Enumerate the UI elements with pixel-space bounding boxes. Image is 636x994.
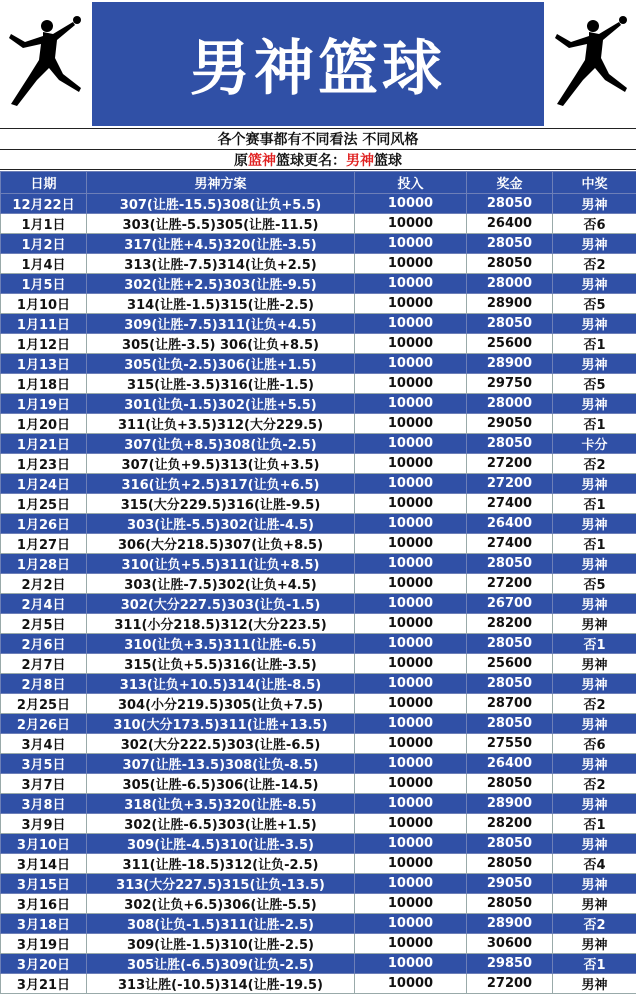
cell-prize: 28050 — [467, 894, 553, 914]
cell-prize: 29050 — [467, 874, 553, 894]
cell-result: 否2 — [553, 694, 636, 714]
cell-prize: 28000 — [467, 274, 553, 294]
results-table — [0, 171, 636, 994]
cell-date: 2月6日 — [1, 634, 87, 654]
table-row — [1, 494, 636, 514]
cell-plan: 302(让胜-6.5)303(让胜+1.5) — [87, 814, 355, 834]
cell-prize: 29750 — [467, 374, 553, 394]
cell-date: 3月19日 — [1, 934, 87, 954]
cell-result: 否1 — [553, 414, 636, 434]
cell-result: 男神 — [553, 974, 636, 994]
cell-prize: 27200 — [467, 974, 553, 994]
cell-stake: 10000 — [355, 954, 467, 974]
cell-stake: 10000 — [355, 394, 467, 414]
cell-prize: 28900 — [467, 794, 553, 814]
table-row — [1, 634, 636, 654]
cell-prize: 27400 — [467, 534, 553, 554]
cell-result: 男神 — [553, 314, 636, 334]
cell-result: 否1 — [553, 814, 636, 834]
cell-stake: 10000 — [355, 894, 467, 914]
cell-prize: 27200 — [467, 574, 553, 594]
table-header-row — [1, 172, 636, 194]
cell-stake: 10000 — [355, 274, 467, 294]
cell-stake: 10000 — [355, 334, 467, 354]
table-row — [1, 654, 636, 674]
cell-stake: 10000 — [355, 774, 467, 794]
table-row — [1, 274, 636, 294]
cell-stake: 10000 — [355, 874, 467, 894]
table-row — [1, 974, 636, 994]
header-prize: 奖金 — [467, 172, 553, 194]
cell-stake: 10000 — [355, 434, 467, 454]
cell-stake: 10000 — [355, 254, 467, 274]
cell-plan: 318(让负+3.5)320(让胜-8.5) — [87, 794, 355, 814]
cell-date: 2月4日 — [1, 594, 87, 614]
cell-result: 否6 — [553, 734, 636, 754]
cell-result: 男神 — [553, 714, 636, 734]
cell-plan: 302(让胜+2.5)303(让胜-9.5) — [87, 274, 355, 294]
cell-stake: 10000 — [355, 234, 467, 254]
table-row — [1, 294, 636, 314]
table-row — [1, 234, 636, 254]
cell-plan: 310(让负+5.5)311(让负+8.5) — [87, 554, 355, 574]
cell-stake: 10000 — [355, 574, 467, 594]
cell-stake: 10000 — [355, 934, 467, 954]
cell-prize: 30600 — [467, 934, 553, 954]
cell-prize: 26400 — [467, 514, 553, 534]
cell-prize: 26400 — [467, 214, 553, 234]
cell-result: 男神 — [553, 474, 636, 494]
cell-date: 1月1日 — [1, 214, 87, 234]
cell-plan: 303(让胜-7.5)302(让负+4.5) — [87, 574, 355, 594]
cell-stake: 10000 — [355, 614, 467, 634]
cell-result: 否2 — [553, 254, 636, 274]
cell-prize: 28050 — [467, 194, 553, 214]
cell-result: 否2 — [553, 454, 636, 474]
cell-date: 1月20日 — [1, 414, 87, 434]
cell-stake: 10000 — [355, 754, 467, 774]
cell-stake: 10000 — [355, 634, 467, 654]
table-row — [1, 874, 636, 894]
table-row — [1, 514, 636, 534]
cell-stake: 10000 — [355, 814, 467, 834]
table-row — [1, 354, 636, 374]
cell-plan: 313(让胜-7.5)314(让负+2.5) — [87, 254, 355, 274]
table-row — [1, 734, 636, 754]
cell-plan: 313让胜(-10.5)314(让胜-19.5) — [87, 974, 355, 994]
cell-prize: 29050 — [467, 414, 553, 434]
cell-result: 男神 — [553, 874, 636, 894]
rename-prefix: 原 — [234, 152, 248, 169]
cell-stake: 10000 — [355, 974, 467, 994]
cell-date: 3月9日 — [1, 814, 87, 834]
cell-prize: 28900 — [467, 914, 553, 934]
cell-plan: 309(让胜-7.5)311(让负+4.5) — [87, 314, 355, 334]
table-row — [1, 374, 636, 394]
table-row — [1, 834, 636, 854]
cell-plan: 307(让负+9.5)313(让负+3.5) — [87, 454, 355, 474]
table-row — [1, 794, 636, 814]
cell-stake: 10000 — [355, 214, 467, 234]
cell-date: 3月15日 — [1, 874, 87, 894]
cell-stake: 10000 — [355, 194, 467, 214]
table-row — [1, 854, 636, 874]
cell-prize: 28050 — [467, 714, 553, 734]
cell-prize: 27550 — [467, 734, 553, 754]
cell-prize: 28050 — [467, 674, 553, 694]
cell-stake: 10000 — [355, 414, 467, 434]
cell-plan: 315(让负+5.5)316(让胜-3.5) — [87, 654, 355, 674]
cell-result: 否6 — [553, 214, 636, 234]
cell-prize: 28050 — [467, 634, 553, 654]
cell-result: 男神 — [553, 794, 636, 814]
cell-date: 2月8日 — [1, 674, 87, 694]
rename-suffix: 篮球 — [374, 152, 402, 169]
cell-plan: 314(让胜-1.5)315(让胜-2.5) — [87, 294, 355, 314]
cell-date: 3月7日 — [1, 774, 87, 794]
rename-notice — [0, 149, 636, 170]
cell-plan: 311(让胜-18.5)312(让负-2.5) — [87, 854, 355, 874]
table-row — [1, 754, 636, 774]
cell-plan: 301(让负-1.5)302(让胜+5.5) — [87, 394, 355, 414]
cell-prize: 28200 — [467, 614, 553, 634]
title-banner — [92, 2, 544, 126]
cell-result: 男神 — [553, 894, 636, 914]
cell-stake: 10000 — [355, 674, 467, 694]
cell-date: 3月5日 — [1, 754, 87, 774]
header-date: 日期 — [1, 172, 87, 194]
cell-date: 1月2日 — [1, 234, 87, 254]
cell-plan: 307(让负+8.5)308(让负-2.5) — [87, 434, 355, 454]
cell-date: 3月21日 — [1, 974, 87, 994]
jumpman-logo-icon — [546, 2, 636, 126]
subtitle-line: 各个赛事都有不同看法 不同风格 — [0, 128, 636, 149]
cell-date: 12月22日 — [1, 194, 87, 214]
table-row — [1, 914, 636, 934]
old-name: 篮神 — [248, 152, 276, 169]
table-row — [1, 454, 636, 474]
cell-plan: 304(小分219.5)305(让负+7.5) — [87, 694, 355, 714]
cell-stake: 10000 — [355, 474, 467, 494]
cell-stake: 10000 — [355, 834, 467, 854]
cell-plan: 306(大分218.5)307(让负+8.5) — [87, 534, 355, 554]
cell-stake: 10000 — [355, 914, 467, 934]
cell-stake: 10000 — [355, 714, 467, 734]
cell-stake: 10000 — [355, 374, 467, 394]
cell-result: 男神 — [553, 934, 636, 954]
cell-prize: 26400 — [467, 754, 553, 774]
cell-stake: 10000 — [355, 854, 467, 874]
cell-date: 1月12日 — [1, 334, 87, 354]
cell-date: 1月25日 — [1, 494, 87, 514]
cell-plan: 313(大分227.5)315(让负-13.5) — [87, 874, 355, 894]
cell-result: 否1 — [553, 534, 636, 554]
table-body — [1, 194, 636, 994]
cell-date: 2月25日 — [1, 694, 87, 714]
cell-prize: 28050 — [467, 314, 553, 334]
cell-date: 1月24日 — [1, 474, 87, 494]
rename-middle: 篮球更名： — [276, 152, 346, 169]
cell-date: 1月13日 — [1, 354, 87, 374]
cell-date: 3月10日 — [1, 834, 87, 854]
cell-result: 男神 — [553, 274, 636, 294]
cell-prize: 28700 — [467, 694, 553, 714]
cell-result: 卡分 — [553, 434, 636, 454]
cell-result: 男神 — [553, 354, 636, 374]
cell-result: 男神 — [553, 674, 636, 694]
cell-prize: 25600 — [467, 334, 553, 354]
header-stake: 投入 — [355, 172, 467, 194]
cell-plan: 305(让负-2.5)306(让胜+1.5) — [87, 354, 355, 374]
table-row — [1, 394, 636, 414]
cell-date: 2月5日 — [1, 614, 87, 634]
cell-prize: 28900 — [467, 294, 553, 314]
cell-stake: 10000 — [355, 694, 467, 714]
cell-result: 否5 — [553, 574, 636, 594]
table-row — [1, 574, 636, 594]
cell-plan: 305(让胜-3.5) 306(让负+8.5) — [87, 334, 355, 354]
cell-result: 否2 — [553, 774, 636, 794]
table-row — [1, 954, 636, 974]
cell-result: 男神 — [553, 594, 636, 614]
cell-stake: 10000 — [355, 734, 467, 754]
table-row — [1, 534, 636, 554]
cell-plan: 302(让负+6.5)306(让胜-5.5) — [87, 894, 355, 914]
cell-plan: 302(大分227.5)303(让负-1.5) — [87, 594, 355, 614]
cell-result: 否1 — [553, 634, 636, 654]
table-row — [1, 814, 636, 834]
cell-result: 男神 — [553, 754, 636, 774]
table-row — [1, 314, 636, 334]
table-row — [1, 474, 636, 494]
cell-result: 否5 — [553, 294, 636, 314]
table-row — [1, 554, 636, 574]
cell-date: 3月4日 — [1, 734, 87, 754]
cell-date: 3月16日 — [1, 894, 87, 914]
jumpman-logo-icon — [0, 2, 90, 126]
cell-prize: 28050 — [467, 774, 553, 794]
header-plan: 男神方案 — [87, 172, 355, 194]
cell-prize: 28000 — [467, 394, 553, 414]
table-row — [1, 214, 636, 234]
table-row — [1, 894, 636, 914]
cell-prize: 28050 — [467, 434, 553, 454]
cell-stake: 10000 — [355, 554, 467, 574]
cell-date: 1月4日 — [1, 254, 87, 274]
cell-prize: 25600 — [467, 654, 553, 674]
header-result: 中奖 — [553, 172, 636, 194]
cell-date: 2月2日 — [1, 574, 87, 594]
cell-plan: 305(让胜-6.5)306(让胜-14.5) — [87, 774, 355, 794]
cell-result: 男神 — [553, 614, 636, 634]
table-row — [1, 714, 636, 734]
cell-result: 否1 — [553, 494, 636, 514]
table-row — [1, 414, 636, 434]
cell-date: 3月18日 — [1, 914, 87, 934]
cell-stake: 10000 — [355, 594, 467, 614]
cell-date: 1月18日 — [1, 374, 87, 394]
cell-plan: 311(让负+3.5)312(大分229.5) — [87, 414, 355, 434]
cell-plan: 307(让胜-13.5)308(让负-8.5) — [87, 754, 355, 774]
cell-result: 男神 — [553, 514, 636, 534]
cell-result: 否1 — [553, 954, 636, 974]
table-row — [1, 334, 636, 354]
cell-date: 1月5日 — [1, 274, 87, 294]
cell-date: 3月20日 — [1, 954, 87, 974]
cell-prize: 27200 — [467, 454, 553, 474]
cell-prize: 29850 — [467, 954, 553, 974]
cell-result: 男神 — [553, 234, 636, 254]
cell-result: 否4 — [553, 854, 636, 874]
cell-stake: 10000 — [355, 494, 467, 514]
cell-plan: 305让胜(-6.5)309(让负-2.5) — [87, 954, 355, 974]
cell-date: 2月7日 — [1, 654, 87, 674]
cell-date: 3月8日 — [1, 794, 87, 814]
table-row — [1, 614, 636, 634]
cell-result: 否1 — [553, 334, 636, 354]
cell-result: 否5 — [553, 374, 636, 394]
new-name: 男神 — [346, 152, 374, 169]
cell-prize: 28900 — [467, 354, 553, 374]
table-row — [1, 674, 636, 694]
cell-result: 男神 — [553, 194, 636, 214]
cell-result: 男神 — [553, 834, 636, 854]
cell-date: 1月26日 — [1, 514, 87, 534]
cell-plan: 302(大分222.5)303(让胜-6.5) — [87, 734, 355, 754]
cell-plan: 315(大分229.5)316(让胜-9.5) — [87, 494, 355, 514]
table-row — [1, 254, 636, 274]
cell-result: 男神 — [553, 394, 636, 414]
cell-plan: 313(让负+10.5)314(让胜-8.5) — [87, 674, 355, 694]
table-row — [1, 934, 636, 954]
cell-date: 3月14日 — [1, 854, 87, 874]
cell-plan: 310(大分173.5)311(让胜+13.5) — [87, 714, 355, 734]
cell-stake: 10000 — [355, 534, 467, 554]
cell-prize: 28200 — [467, 814, 553, 834]
cell-plan: 303(让胜-5.5)305(让胜-11.5) — [87, 214, 355, 234]
cell-stake: 10000 — [355, 654, 467, 674]
cell-stake: 10000 — [355, 354, 467, 374]
cell-prize: 28050 — [467, 234, 553, 254]
cell-date: 1月21日 — [1, 434, 87, 454]
cell-plan: 307(让胜-15.5)308(让负+5.5) — [87, 194, 355, 214]
table-row — [1, 434, 636, 454]
cell-plan: 311(小分218.5)312(大分223.5) — [87, 614, 355, 634]
header — [0, 0, 636, 128]
cell-stake: 10000 — [355, 454, 467, 474]
cell-prize: 28050 — [467, 254, 553, 274]
cell-plan: 317(让胜+4.5)320(让胜-3.5) — [87, 234, 355, 254]
cell-plan: 309(让胜-1.5)310(让胜-2.5) — [87, 934, 355, 954]
cell-stake: 10000 — [355, 294, 467, 314]
cell-plan: 316(让负+2.5)317(让负+6.5) — [87, 474, 355, 494]
cell-date: 1月11日 — [1, 314, 87, 334]
cell-plan: 308(让负-1.5)311(让胜-2.5) — [87, 914, 355, 934]
cell-date: 1月27日 — [1, 534, 87, 554]
table-row — [1, 594, 636, 614]
cell-plan: 303(让胜-5.5)302(让胜-4.5) — [87, 514, 355, 534]
cell-prize: 28050 — [467, 834, 553, 854]
cell-date: 1月19日 — [1, 394, 87, 414]
cell-plan: 310(让负+3.5)311(让胜-6.5) — [87, 634, 355, 654]
cell-result: 男神 — [553, 554, 636, 574]
cell-prize: 27200 — [467, 474, 553, 494]
cell-plan: 315(让胜-3.5)316(让胜-1.5) — [87, 374, 355, 394]
table-row — [1, 694, 636, 714]
table-row — [1, 774, 636, 794]
cell-prize: 26700 — [467, 594, 553, 614]
cell-stake: 10000 — [355, 514, 467, 534]
cell-prize: 28050 — [467, 854, 553, 874]
cell-prize: 28050 — [467, 554, 553, 574]
table-row — [1, 194, 636, 214]
page-title: 男神篮球 — [190, 34, 446, 104]
cell-date: 2月26日 — [1, 714, 87, 734]
cell-result: 否2 — [553, 914, 636, 934]
cell-plan: 309(让胜-4.5)310(让胜-3.5) — [87, 834, 355, 854]
cell-date: 1月23日 — [1, 454, 87, 474]
cell-result: 男神 — [553, 654, 636, 674]
cell-stake: 10000 — [355, 314, 467, 334]
cell-date: 1月10日 — [1, 294, 87, 314]
cell-stake: 10000 — [355, 794, 467, 814]
cell-date: 1月28日 — [1, 554, 87, 574]
cell-prize: 27400 — [467, 494, 553, 514]
